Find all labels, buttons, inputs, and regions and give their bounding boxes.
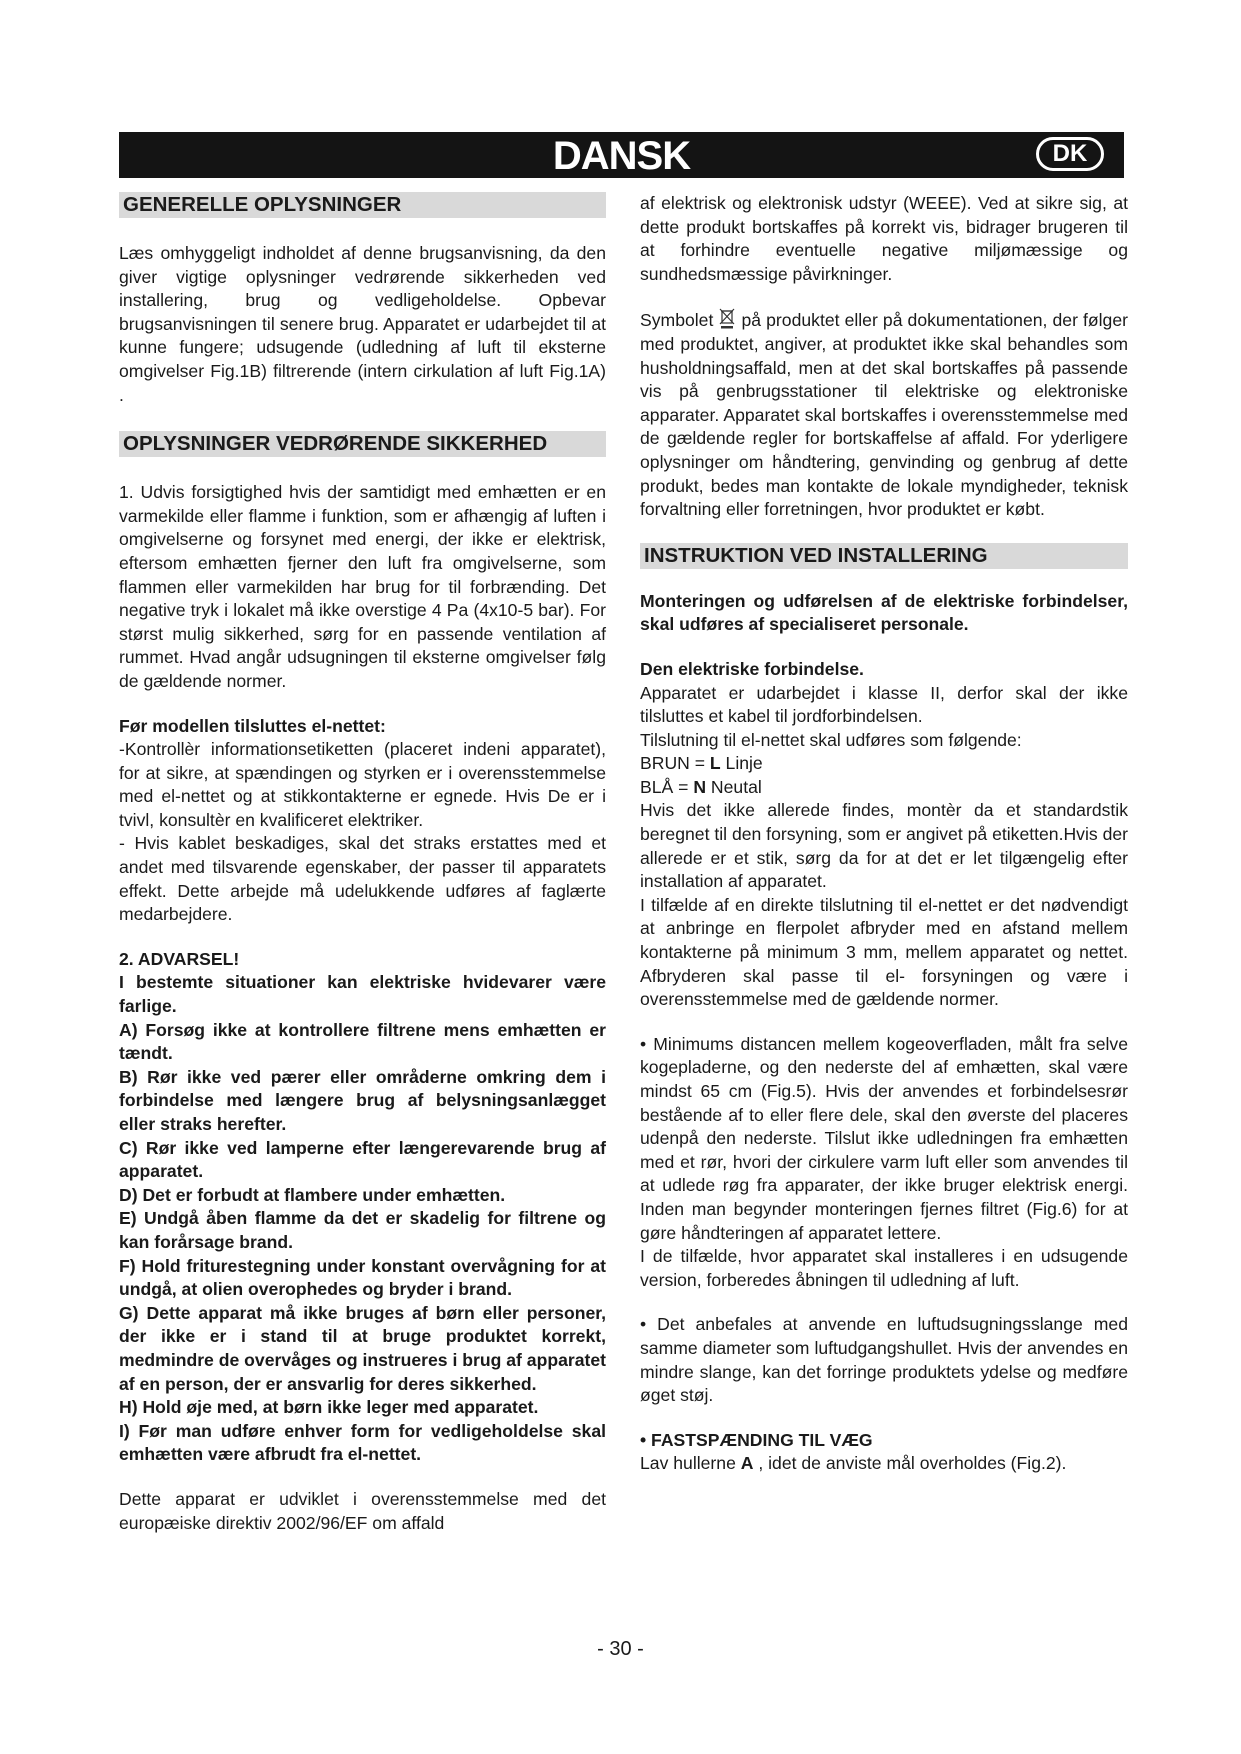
warning-line: B) Rør ikke ved pærer eller områderne omkring dem i forbindelse med længere brug af belysningsanlægget eller straks herefter. (119, 1066, 606, 1134)
warning-line: F) Hold friturestegning under konstant overvågning for at undgå, at olien overophedes og bryder i brand. (119, 1255, 606, 1300)
wire-brown-key: L (709, 753, 721, 774)
warning-line: E) Undgå åben flamme da det er skadelig for filtrene og kan forårsage brand. (119, 1208, 606, 1252)
left-column (119, 192, 606, 1535)
warning-title: 2. ADVARSEL! (119, 948, 240, 969)
connection-intro: Tilslutning til el-nettet skal udføres som følgende: (640, 729, 1022, 750)
warning-line: A) Forsøg ikke at kontrollere filtrene mens emhætten er tændt. (119, 1019, 606, 1064)
safety-paragraph: 1. Udvis forsigtighed hvis der samtidigt med emhætten er en varmekilde eller flamme i funktion, som er afhængig af luften i omgivelserne og forsynet med energi, der ikke er elektrisk, eftersom emhætten fjerner den luft fra omgivelserne, som flammen eller varmekilden har brug for til forbrænding. Det negative tryk i lokalet må ikke overstige 4 Pa (4x10-5 bar). For størst mulig sikkerhed, sørg for en passende ventilation af rummet. Hvad angår udsugningen til eksterne omgivelser følg de gældende normer. (119, 482, 606, 691)
language-title: DANSK (552, 134, 691, 178)
crossed-bin-icon (718, 307, 736, 329)
extraction-version-paragraph: I de tilfælde, hvor apparatet skal installeres i en udsugende version, forberedes åbningen til udledning af luft. (640, 1246, 1128, 1290)
plug-paragraph: Hvis det ikke allerede findes, montèr da et standardstik beregnet til den forsyning, som er angivet på etiketten.Hvis der allerede er et stik, sørg da for at det er let tilgængelig efter installation af apparatet. (640, 800, 1129, 892)
hole-label: A (740, 1453, 754, 1474)
weee-symbol-paragraph (640, 307, 1128, 521)
wire-brown: BRUN = L Linje (640, 753, 763, 774)
right-column (640, 192, 1128, 1476)
weee-continuation-paragraph: af elektrisk og elektronisk udstyr (WEEE). Ved at sikre sig, at dette produkt bortskaffes på korrekt vis, bidrager brugeren til at forhindre eventuelle negative miljømæssige og sundhedsmæssige påvirkninger. (640, 193, 1128, 284)
page-number: - 30 - (597, 1638, 644, 1660)
warning-line: I bestemte situationer kan elektriske hvidevarer være farlige. (119, 972, 606, 1017)
heading-installation: INSTRUKTION VED INSTALLERING (640, 543, 1128, 569)
check-label-paragraph: -Kontrollèr informationsetiketten (placeret indeni apparatet), for at sikre, at spændingen og styrken er i overensstemmelse med el-nettet og at stikkontakterne er egnede. Hvis De er i tvivl, konsultèr en kvalificeret elektriker. (119, 739, 606, 830)
subheading-electrical-connection: Den elektriske forbindelse. (640, 658, 864, 679)
drill-holes-paragraph: Lav hullerne A , idet de anviste mål overholdes (Fig.2). (640, 1453, 1067, 1474)
warning-line: I) Før man udføre enhver form for vedligeholdelse skal emhætten være afbrudt fra el-nettet. (119, 1420, 606, 1465)
warning-line: D) Det er forbudt at flambere under emhætten. (119, 1184, 506, 1205)
symbol-description: på produktet eller på dokumentationen, der følger med produktet, angiver, at produktet ikke skal behandles som husholdningsaffald, men at det skal bortskaffes på passende vis på genbrugsstationer til elektriske og elektroniske apparater. Apparatet skal bortskaffes i overensstemmelse med de gældende regler for bortskaffelse af affald. For yderligere oplysninger om håndtering, genvinding og genbrug af dette produkt, bedes man kontakte de lokale myndigheder, teknisk forvaltning eller forretningen, hvor produktet er købt. (640, 310, 1128, 520)
heading-general-info: GENERELLE OPLYSNINGER (119, 192, 606, 218)
heading-safety-info: OPLYSNINGER VEDRØRENDE SIKKERHED (119, 431, 606, 457)
language-code-badge: DK (1036, 137, 1104, 171)
damaged-cable-paragraph: - Hvis kablet beskadiges, skal det straks erstattes med et andet med tilsvarende egenskaber, der passer til apparatets effekt. Dette arbejde må udelukkende udføres af faglærte medarbejdere. (119, 833, 606, 925)
wire-blue: BLÅ = N Neutal (640, 776, 762, 797)
installation-note: Monteringen og udførelsen af de elektriske forbindelser, skal udføres af specialiseret personale. (640, 590, 1128, 635)
general-info-paragraph: Læs omhyggeligt indholdet af denne brugsanvisning, da den giver vigtige oplysninger vedrørende sikkerheden ved installering, brug og vedligeholdelse. Opbevar brugsanvisningen til senere brug. Apparatet er udarbejdet til at kunne fungere; udsugende (udledning af luft til eksterne omgivelser Fig.1B) filtrerende (intern cirkulation af luft Fig.1A) . (119, 243, 606, 405)
wire-blue-key: N (693, 776, 707, 797)
subheading-wall-mounting: • FASTSPÆNDING TIL VÆG (640, 1429, 873, 1450)
minimum-distance-paragraph: • Minimums distancen mellem kogeoverfladen, målt fra selve kogepladerne, og den nederste del af emhætten, skal være mindst 65 cm (Fig.5). Hvis der anvendes et forbindelsesrør bestående af to eller flere dele, skal den øverste del placeres udenpå den nederste. Tilslut ikke udledningen fra emhætten med et rør, hvori der cirkulere varm luft eller som anvendes til at udlede røg fra apparater, der ikke bruger elektrisk energi. Inden man begynder monteringen fjernes filtret (Fig.6) for at gøre håndteringen af apparatet lettere. (640, 1033, 1128, 1243)
warning-line: C) Rør ikke ved lamperne efter længerevarende brug af apparatet. (119, 1137, 606, 1182)
weee-directive-paragraph: Dette apparat er udviklet i overensstemmelse med det europæiske direktiv 2002/96/EF om affald (119, 1488, 606, 1533)
warning-line: H) Hold øje med, at børn ikke leger med apparatet. (119, 1397, 539, 1418)
warning-line: G) Dette apparat må ikke bruges af børn eller personer, der ikke er i stand til at bruge produktet korrekt, medmindre de overvåges og instrueres i brug af apparatet af en person, der er ansvarlig for deres sikkerhed. (119, 1302, 606, 1394)
hose-recommendation-paragraph: • Det anbefales at anvende en luftudsugningsslange med samme diameter som luftudgangshullet. Hvis der anvendes en mindre slange, kan det forringe produktets ydelse og medføre øget støj. (640, 1314, 1128, 1406)
language-header-bar (119, 132, 1124, 178)
symbol-label: Symbolet (640, 310, 714, 331)
class-ii-paragraph: Apparatet er udarbejdet i klasse II, derfor skal der ikke tilsluttes et kabel til jordforbindelsen. (640, 682, 1128, 727)
direct-connection-paragraph: I tilfælde af en direkte tilslutning til el-nettet er det nødvendigt at anbringe en flerpolet afbryder med en afstand mellem kontakterne på minimum 3 mm, mellem apparatet og nettet. Afbryderen skal passe til el- forsyningen og være i overensstemmelse med de gældende normer. (640, 894, 1128, 1010)
subheading-before-connecting: Før modellen tilsluttes el-nettet: (119, 715, 386, 736)
